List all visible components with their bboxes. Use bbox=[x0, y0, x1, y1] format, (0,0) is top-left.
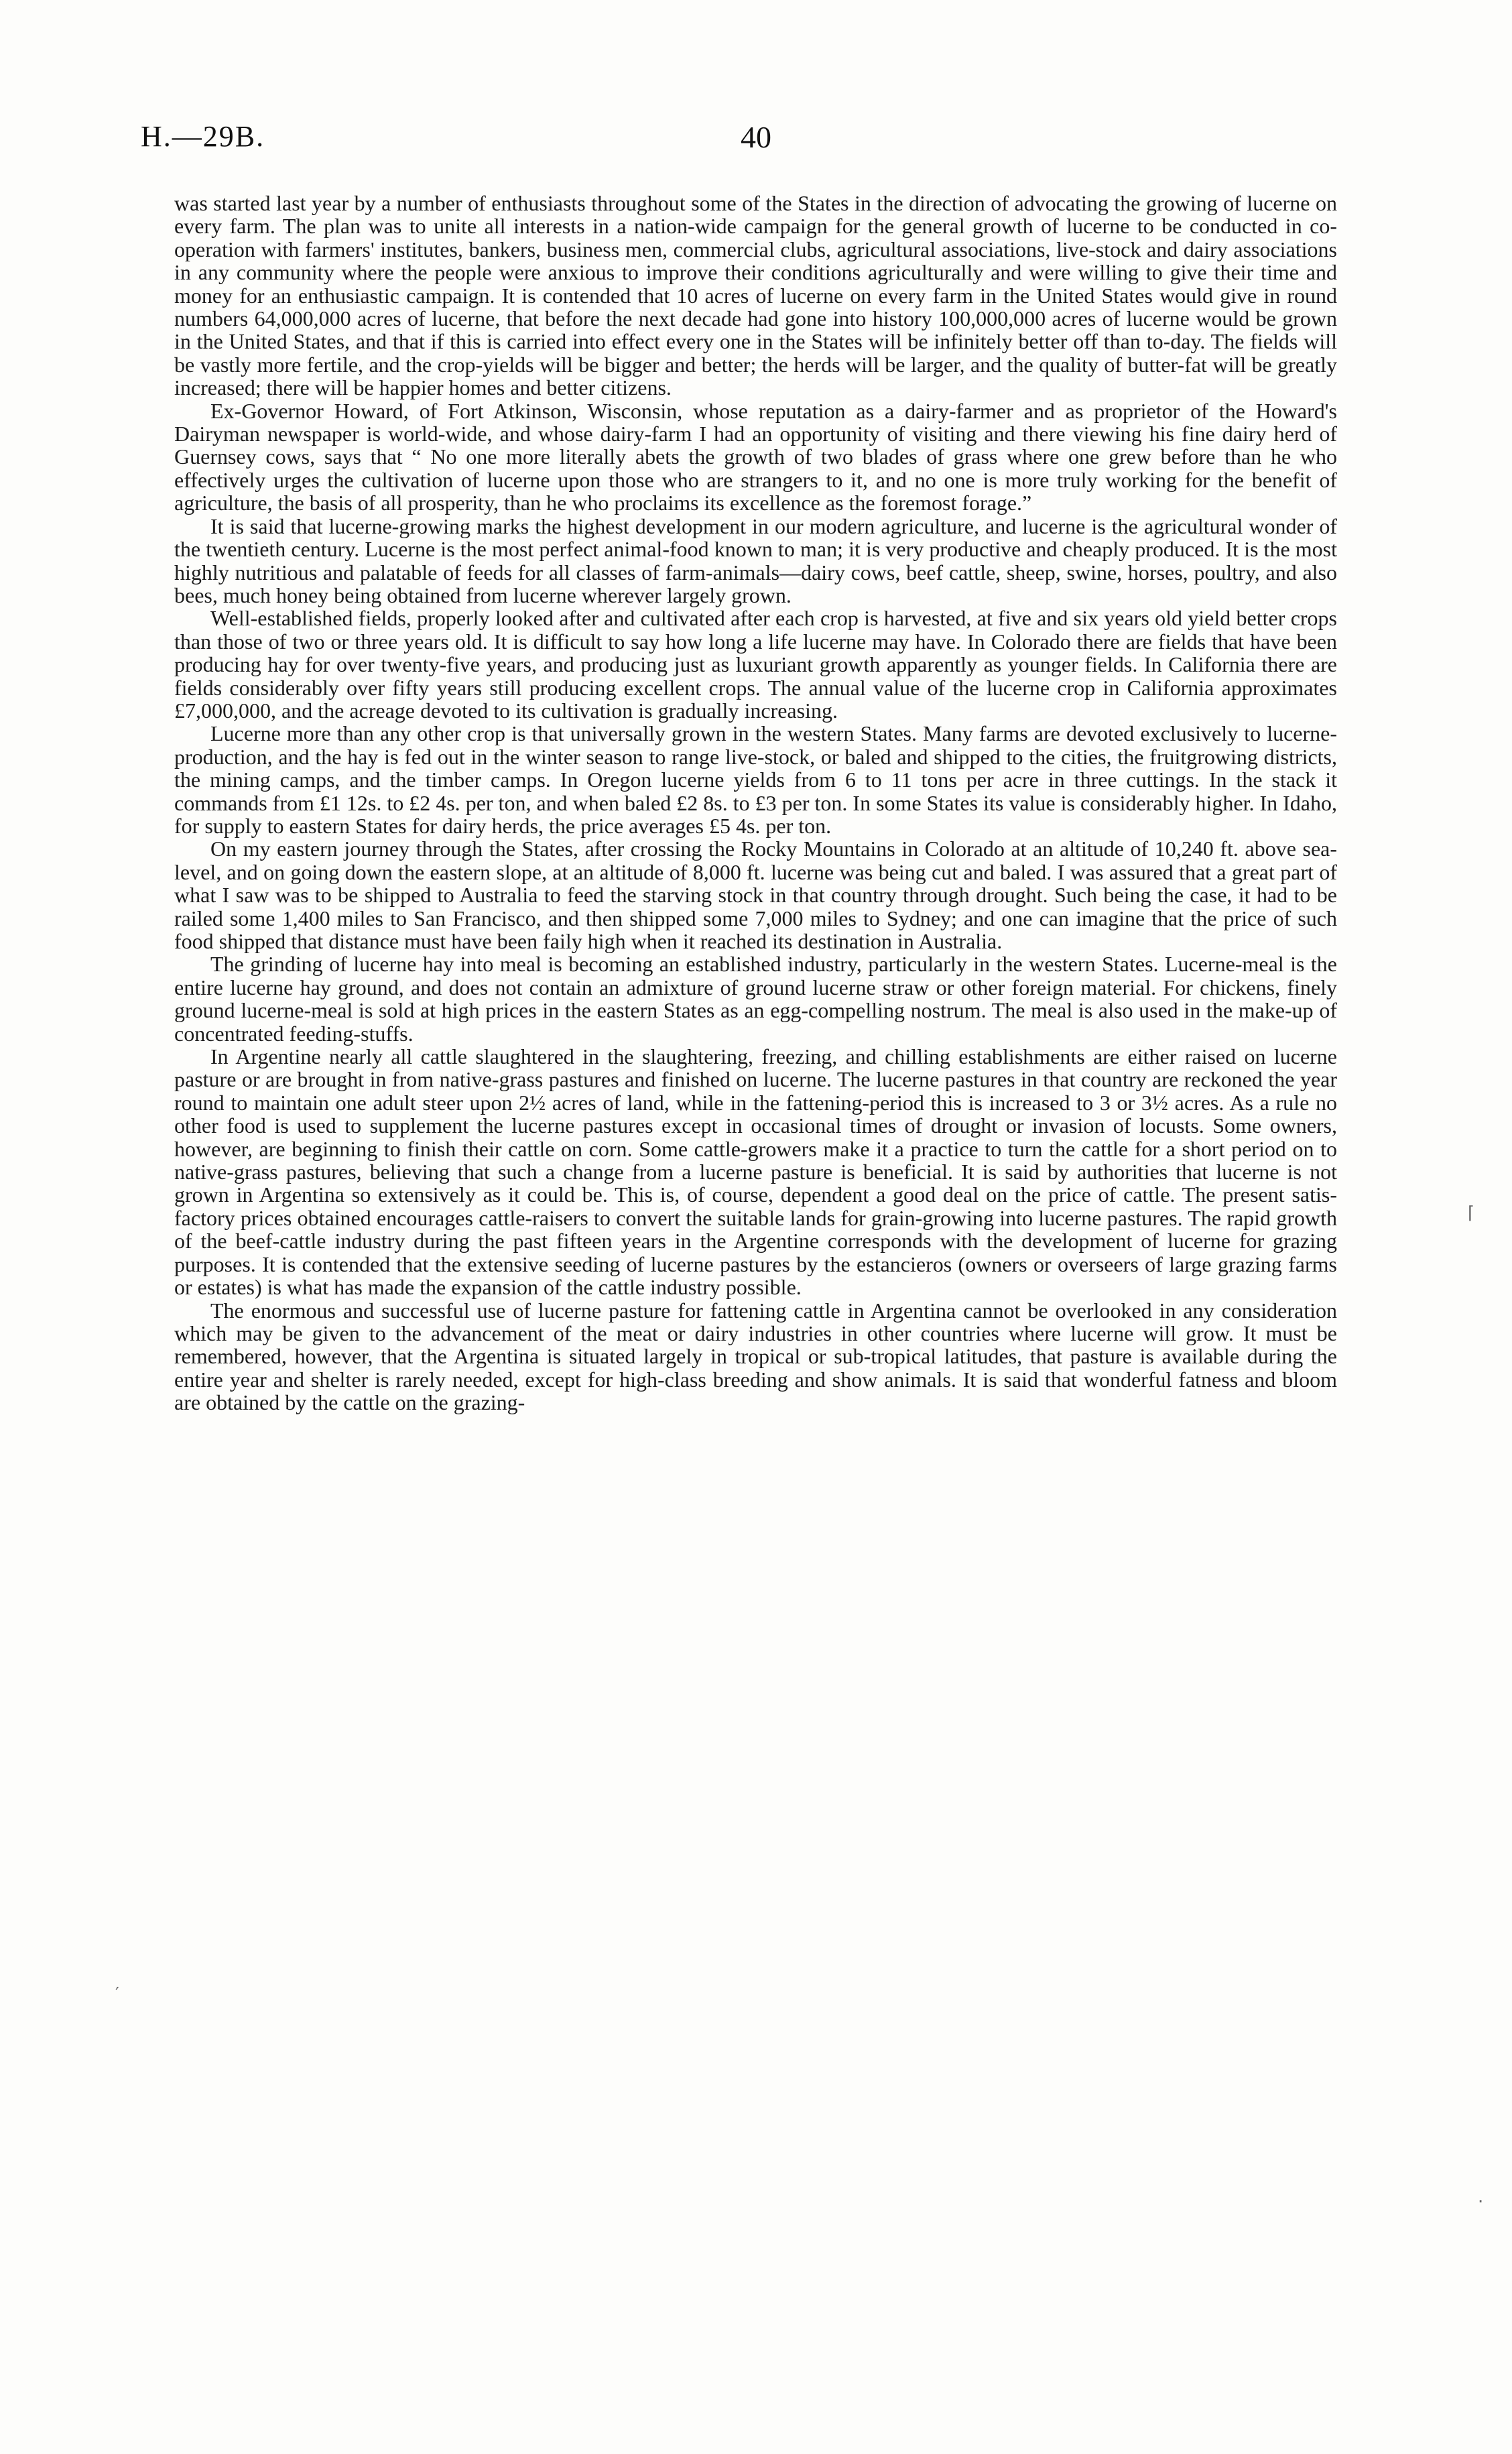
paragraph-howard: Ex-Governor Howard, of Fort Atkinson, Wisconsin, whose reputation as a dairy-farmer and as proprietor of the Howard's Dairyman newspaper is world-wide, and whose dairy-farm I had an opportunity of visiting and there viewing his fine dairy herd of Guernsey cows, says that “ No one more literally abets the growth of two blades of grass where one grew before than he who effectively urges the cultivation of lucerne upon those who are strangers to it, and no one is more truly working for the benefit of agriculture, the basis of all prosperity, than he who proclaims its excellence as the foremost forage.” bbox=[174, 398, 1337, 515]
margin-mark-right: ⌈ bbox=[1468, 1203, 1475, 1223]
body-text bbox=[174, 192, 1337, 1414]
document-reference: H.—29B. bbox=[141, 120, 265, 153]
page-number: 40 bbox=[741, 120, 771, 154]
paragraph-lucerne-development: It is said that lucerne-growing marks the highest development in our modern agriculture, and lucerne is the agricultural wonder of the twentieth century. Lucerne is the most perfect animal-food known to man; it is very productive and cheaply produced. It is the most highly nutritious and palatable of feeds for all classes of farm-animals—dairy cows, beef cattle, sheep, swine, horses, poultry, and also bees, much honey being obtained from lucerne wherever largely grown. bbox=[174, 513, 1337, 607]
paragraph-argentine: In Argentine nearly all cattle slaughtered in the slaughtering, freezing, and chilling establishments are either raised on lucerne pasture or are brought in from native-grass pastures and finished on lucerne. The lucerne pastures in that country are reckoned the year round to maintain one adult steer upon 2½ acres of land, while in the fattening-period this is increased to 3 or 3½ acres. As a rule no other food is used to supplement the lucerne pastures except in occasional times of drought or invasion of locusts. Some owners, however, are beginning to finish their cattle on corn. Some cattle-growers make it a practice to turn the cattle for a short period on to native-grass pastures, believing that such a change from a lucerne pasture is beneficial. It is said by authorities that lucerne is not grown in Argentina so extensively as it could be. This is, of course, dependent a good deal on the price of cattle. The present satis-factory prices obtained encourages cattle-raisers to convert the suitable lands for grain-growing into lucerne pastures. The rapid growth of the beef-cattle industry during the past fifteen years in the Argentine corresponds with the development of lucerne for grazing purposes. It is contended that the extensive seeding of lucerne pastures by the estancieros (owners or overseers of large grazing farms or estates) is what has made the expansion of the cattle industry possible. bbox=[174, 1044, 1337, 1300]
paragraph-continued: was started last year by a number of enthusiasts throughout some of the States in the direction of advocating the growing of lucerne on every farm. The plan was to unite all interests in a nation-wide campaign for the general growth of lucerne to be conducted in co-operation with farmers' institutes, bankers, business men, commercial clubs, agricultural associations, live-stock and dairy associations in any community where the people were anxious to improve their conditions agriculturally and were willing to give their time and money for an enthusiastic campaign. It is contended that 10 acres of lucerne on every farm in the United States would give in round numbers 64,000,000 acres of lucerne, that before the next decade had gone into history 100,000,000 acres of lucerne would be grown in the United States, and that if this is carried into effect every one in the States will be infinitely better off than to-day. The fields will be vastly more fertile, and the crop-yields will be bigger and better; the herds will be larger, and the quality of butter-fat will be greatly increased; there will be happier homes and better citizens. bbox=[174, 191, 1337, 400]
paragraph-well-established-fields: Well-established fields, properly looked after and cultivated after each crop is harvested, at five and six years old yield better crops than those of two or three years old. It is difficult to say how long a life lucerne may have. In Colorado there are fields that have been producing hay for over twenty-five years, and producing just as luxuriant growth apparently as younger fields. In California there are fields considerably over fifty years still producing excellent crops. The annual value of the lucerne crop in California approximates £7,000,000, and the acreage devoted to its cultivation is gradually increasing. bbox=[174, 606, 1337, 723]
paragraph-lucerne-meal: The grinding of lucerne hay into meal is becoming an established industry, particularly in the western States. Lucerne-meal is the entire lucerne hay ground, and does not contain an admixture of ground lucerne straw or other foreign material. For chickens, finely ground lucerne-meal is sold at high prices in the eastern States as an egg-compelling nostrum. The meal is also used in the make-up of concentrated feeding-stuffs. bbox=[174, 952, 1337, 1046]
page-header bbox=[141, 119, 1330, 166]
margin-mark-bottom-right: · bbox=[1478, 2192, 1484, 2212]
paragraph-argentina-pasture: The enormous and successful use of lucerne pasture for fattening cattle in Argentina cannot be overlooked in any consideration which may be given to the advancement of the meat or dairy industries in other countries where lucerne will grow. It must be remembered, however, that the Argentina is situated largely in tropical or sub-tropical latitudes, that pasture is available during the entire year and shelter is rarely needed, except for high-class breeding and show animals. It is said that wonderful fatness and bloom are obtained by the cattle on the grazing- bbox=[174, 1298, 1337, 1415]
margin-mark-left: ′ bbox=[115, 1984, 119, 2004]
paragraph-western-states: Lucerne more than any other crop is that universally grown in the western States. Many farms are devoted exclusively to lucerne-production, and the hay is fed out in the winter season to range live-stock, or baled and shipped to the cities, the fruitgrowing districts, the mining camps, and the timber camps. In Oregon lucerne yields from 6 to 11 tons per acre in three cuttings. In the stack it commands from £1 12s. to £2 4s. per ton, and when baled £2 8s. to £3 per ton. In some States its value is considerably higher. In Idaho, for supply to eastern States for dairy herds, the price averages £5 4s. per ton. bbox=[174, 721, 1337, 838]
paragraph-eastern-journey: On my eastern journey through the States, after crossing the Rocky Mountains in Colorado at an altitude of 10,240 ft. above sea-level, and on going down the eastern slope, at an altitude of 8,000 ft. lucerne was being cut and baled. I was assured that a great part of what I saw was to be shipped to Australia to feed the starving stock in that country through drought. Such being the case, it had to be railed some 1,400 miles to San Francisco, and then shipped some 7,000 miles to Sydney; and one can imagine that the price of such food shipped that distance must have been faily high when it reached its destination in Australia. bbox=[174, 837, 1337, 953]
